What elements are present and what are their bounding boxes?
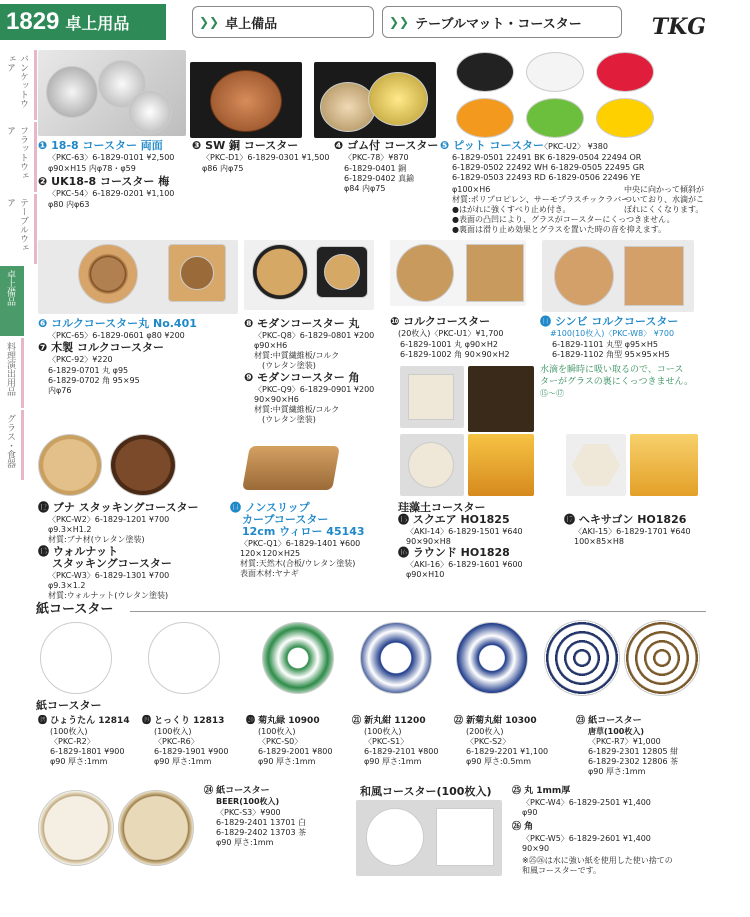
item-note: ⑮〜⑰	[540, 389, 564, 398]
item-code: 6-1829-1901 ¥900	[154, 747, 229, 756]
item-code: 〈PKC-R2〉	[50, 737, 95, 746]
product-photo-whisky	[468, 366, 534, 432]
item-code: 6-1829-0502 22492 WH 6-1829-0505 22495 GR	[452, 163, 645, 172]
double-chevron-icon: ❯❯	[199, 15, 220, 29]
item-title: ❷ UK18-8 コースター 梅	[38, 175, 170, 188]
product-photo-copper	[190, 62, 302, 138]
item-code: 〈PKC-Q9〉6-1829-0901 ¥200	[254, 385, 375, 394]
item-code: 6-1829-2001 ¥800	[258, 747, 333, 756]
subsection-tab: ❯❯ テーブルマット・コースター	[382, 6, 622, 38]
item-size: 120×120×H25	[240, 549, 301, 558]
item-qty: (200枚入)	[466, 727, 504, 736]
item-note: ※㉕㉖は水に強い紙を使用した使い捨ての	[522, 856, 673, 865]
item-code: 6-1829-0401 銅	[344, 164, 407, 173]
item-size: φ90 厚さ:1mm	[50, 757, 108, 766]
item-size: φ90 厚さ:1mm	[216, 838, 274, 847]
item-title: ❹ ゴム付 コースター	[334, 139, 439, 152]
item-size: φ9.3×H1.2	[48, 525, 92, 534]
coaster-karakusa-navy	[544, 620, 620, 696]
item-title: ㉑ 新丸紺 11200	[352, 716, 426, 726]
product-photo-curve	[236, 436, 348, 502]
item-title: 12cm ウィロー 45143	[242, 525, 365, 538]
item-material: 材質:天然木(合板/ウレタン塗装)	[240, 559, 356, 568]
item-title: ⓯ スクエア HO1825	[398, 513, 510, 526]
coaster-beer-brown	[118, 790, 194, 866]
item-qty: (100枚入)	[50, 727, 88, 736]
item-title: ⓴ 菊丸緑 10900	[246, 716, 320, 726]
item-code: 〈PKC-W3〉6-1829-1301 ¥700	[48, 571, 170, 580]
item-size: φ9.3×1.2	[48, 581, 86, 590]
item-note: ●裏面は滑り止め効果とグラスを置いた時の音を抑えます。	[452, 225, 667, 234]
item-code: 6-1829-1801 ¥900	[50, 747, 125, 756]
page-number: 1829	[6, 8, 60, 35]
item-code: 6-1829-2101 ¥800	[364, 747, 439, 756]
side-tab[interactable]: バンケットウェア	[0, 50, 37, 120]
item-size: 内φ76	[48, 386, 72, 395]
item-size: 90×90×H6	[254, 395, 299, 404]
item-title: ❽ モダンコースター 丸	[244, 317, 360, 330]
item-code: 〈PKC-54〉6-1829-0201 ¥1,100	[48, 189, 175, 198]
side-tab-active[interactable]: 卓上備品	[0, 266, 24, 336]
item-title: ⓬ ブナ スタッキングコースター	[38, 501, 199, 514]
product-photo-wafu	[356, 800, 502, 876]
header	[0, 0, 750, 42]
item-size: φ80 内φ63	[48, 200, 90, 209]
item-title: ⓲ ひょうたん 12814	[38, 716, 130, 726]
item-title: ❶ 18-8 コースター 両面	[38, 139, 163, 152]
item-code: 〈PKC-S3〉¥900	[216, 808, 281, 817]
item-code: 6-1829-0702 角 95×95	[48, 376, 140, 385]
section-subtitle: 和風コースター(100枚入)	[360, 785, 492, 798]
item-code: 6-1829-1002 角 90×90×H2	[400, 350, 510, 359]
item-title: ❼ 木製 コルクコースター	[38, 341, 164, 354]
item-title: ㉓ 紙コースター	[576, 716, 642, 726]
item-code: 6-1829-0402 真鍮	[344, 174, 415, 183]
item-code: 〈PKC-S0〉	[258, 737, 303, 746]
coaster-kiku-green	[262, 622, 334, 694]
item-code: 6-1829-1101 丸型 φ95×H5	[552, 340, 658, 349]
category-title: 卓上用品	[65, 13, 130, 33]
item-code: 〈PKC-S1〉	[364, 737, 409, 746]
item-code: 6-1829-0501 22491 BK 6-1829-0504 22494 OR	[452, 153, 642, 162]
item-title: ⓳ とっくり 12813	[142, 716, 225, 726]
double-chevron-icon: ❯❯	[389, 15, 410, 29]
product-photo-pit	[444, 48, 698, 140]
item-title: ⓰ ラウンド HO1828	[398, 546, 510, 559]
item-material: 材質:中質繊維板/コルク	[254, 351, 340, 360]
product-photo-beech	[36, 432, 106, 498]
item-size: φ90 厚さ:1mm	[588, 767, 646, 776]
item-qty: (100枚入)	[258, 727, 296, 736]
item-size: φ90×H6	[254, 341, 288, 350]
item-code: 〈PKC-78〉¥870	[344, 153, 409, 162]
product-photo-walnut	[108, 432, 180, 498]
item-code: 6-1829-2401 13701 白	[216, 818, 307, 827]
item-code: 〈PKC-S2〉	[466, 737, 511, 746]
item-code: 〈PKC-65〉6-1829-0601 φ80 ¥200	[48, 331, 185, 340]
item-title: ❸ SW 銅 コースター	[192, 139, 299, 152]
item-size: φ100×H6	[452, 185, 491, 194]
item-title: ㉒ 新菊丸紺 10300	[454, 716, 537, 726]
product-photo-diatomite-square	[400, 366, 464, 428]
item-note: ついており、水滴がこ	[624, 195, 704, 204]
item-code: 6-1829-1001 丸 φ90×H2	[400, 340, 498, 349]
item-code: 〈PKC-D1〉6-1829-0301 ¥1,500	[202, 153, 330, 162]
product-photo-shinbi	[542, 240, 694, 312]
item-qty: (100枚入)	[154, 727, 192, 736]
item-qty: BEER(100枚入)	[216, 797, 280, 806]
item-size: φ90×H15 内φ78・φ59	[48, 164, 136, 173]
product-photo-cork	[390, 240, 526, 306]
item-title: カーブコースター	[242, 513, 329, 526]
item-code: 〈PKC-R7〉¥1,000	[588, 737, 661, 746]
item-title: ⓮ ノンスリップ	[230, 501, 310, 514]
item-size: φ86 内φ75	[202, 164, 244, 173]
item-code: 6-1829-2201 ¥1,100	[466, 747, 549, 756]
item-note: ●表面の凸凹により、グラスがコースターにくっつきません。	[452, 215, 675, 224]
item-note: 水滴を瞬時に吸い取るので、コース	[540, 365, 684, 375]
item-title: ❻ コルクコースター丸 No.401	[38, 317, 197, 330]
coaster-beer-white	[38, 790, 114, 866]
item-code: 〈PKC-W4〉6-1829-2501 ¥1,400	[522, 798, 651, 807]
item-size: 90×90×H8	[406, 537, 451, 546]
page-header-badge	[0, 4, 166, 40]
item-note: ●はがれに強くすべり止め付き。	[452, 205, 571, 214]
item-title: ㉕ 丸 1mm厚	[512, 786, 571, 796]
product-photo-modern	[244, 240, 374, 310]
coaster-shinkiku-navy	[456, 622, 528, 694]
item-code: (20枚入)〈PKC-U1〉¥1,700	[398, 329, 504, 338]
item-material: 材質:ポリプロピレン、サーモプラスチックラバー	[452, 195, 630, 204]
item-title: ⓫ シンビ コルクコースター	[540, 315, 679, 328]
item-price: 〈PKC-U2〉 ¥380	[540, 142, 608, 151]
item-title: ㉖ 角	[512, 822, 534, 832]
item-title: ⓭ ウォルナット	[38, 545, 119, 558]
item-title: ⓱ ヘキサゴン HO1826	[564, 513, 687, 526]
item-code: 〈PKC-92〉¥220	[48, 355, 113, 364]
product-photo-rubber	[314, 62, 436, 138]
item-code: 〈PKC-R6〉	[154, 737, 199, 746]
product-photo-diatomite-round	[400, 434, 464, 496]
section-tab: ❯❯ 卓上備品	[192, 6, 374, 38]
item-size: φ90 厚さ:1mm	[364, 757, 422, 766]
item-code: 〈AKI-14〉6-1829-1501 ¥640	[406, 527, 523, 536]
item-material: 材質:ブナ材(ウレタン塗装)	[48, 535, 145, 544]
item-material: (ウレタン塗装)	[262, 361, 316, 370]
item-material: 表面木材:ヤナギ	[240, 569, 299, 578]
coaster-karakusa-brown	[624, 620, 700, 696]
item-size: φ90 厚さ:1mm	[258, 757, 316, 766]
item-code: 〈AKI-16〉6-1829-1601 ¥600	[406, 560, 523, 569]
coaster-tokkuri	[148, 622, 220, 694]
coaster-shin-navy	[360, 622, 432, 694]
item-note: 中央に向かって傾斜が	[624, 185, 704, 194]
item-code: 6-1829-1102 角型 95×95×H5	[552, 350, 670, 359]
item-code: 〈PKC-Q8〉6-1829-0801 ¥200	[254, 331, 375, 340]
side-tab[interactable]: 料理演出用品	[0, 338, 24, 408]
item-code: 〈PKC-Q1〉6-1829-1401 ¥600	[240, 539, 361, 548]
item-note: ターがグラスの裏にくっつきません。	[540, 377, 694, 387]
item-code: 〈PKC-W2〉6-1829-1201 ¥700	[48, 515, 170, 524]
item-size: φ90 厚さ:0.5mm	[466, 757, 532, 766]
item-size: φ90	[522, 808, 538, 817]
item-qty: (100枚入)	[364, 727, 402, 736]
section-title: 紙コースター	[36, 602, 114, 617]
item-size: φ84 内φ75	[344, 184, 386, 193]
item-qty: 唐草(100枚入)	[588, 727, 645, 736]
item-code: 6-1829-2402 13703 茶	[216, 828, 307, 837]
item-size: 90×90	[522, 844, 550, 853]
item-title: スタッキングコースター	[52, 557, 172, 570]
side-tab[interactable]: グラス・食器	[0, 410, 24, 480]
item-code: #100(10枚入)〈PKC-W8〉 ¥700	[550, 329, 675, 338]
item-code: 〈AKI-15〉6-1829-1701 ¥640	[574, 527, 691, 536]
item-title: ㉔ 紙コースター	[204, 786, 270, 796]
item-code: 〈PKC-63〉6-1829-0101 ¥2,500	[48, 153, 175, 162]
side-tab[interactable]: フラットウェア	[0, 122, 37, 192]
item-code: 〈PKC-W5〉6-1829-2601 ¥1,400	[522, 834, 651, 843]
product-photo-stainless	[38, 50, 186, 136]
side-index	[0, 50, 26, 482]
item-note: ぼれにくくなります。	[624, 205, 704, 214]
product-photo-beer	[468, 434, 534, 496]
product-photo-cork-wood	[38, 240, 238, 314]
item-code: 6-1829-0701 丸 φ95	[48, 366, 129, 375]
item-size: 100×85×H8	[574, 537, 624, 546]
item-material: (ウレタン塗装)	[262, 415, 316, 424]
item-size: φ90×H10	[406, 570, 445, 579]
divider	[130, 611, 706, 612]
product-photo-diatomite-hex	[566, 434, 626, 496]
section-subtitle: 紙コースター	[36, 699, 102, 712]
coaster-hyoutan	[40, 622, 112, 694]
item-title: ❺ ピット コースター	[440, 139, 544, 152]
item-title: ❾ モダンコースター 角	[244, 371, 360, 384]
item-code: 6-1829-0503 22493 RD 6-1829-0506 22496 YE	[452, 173, 641, 182]
item-material: 材質:中質繊維板/コルク	[254, 405, 340, 414]
item-title: ❿ コルクコースター	[390, 315, 491, 328]
item-size: φ90 厚さ:1mm	[154, 757, 212, 766]
item-code: 6-1829-2301 12805 紺	[588, 747, 679, 756]
side-tab[interactable]: テーブルウェア	[0, 194, 37, 264]
product-photo-beer-2	[630, 434, 698, 496]
item-note: 和風コースターです。	[522, 866, 601, 875]
item-title: 珪藻土コースター	[398, 501, 486, 514]
item-material: 材質:ウォルナット(ウレタン塗装)	[48, 591, 169, 600]
brand-logo: TKG	[651, 14, 706, 40]
item-code: 6-1829-2302 12806 茶	[588, 757, 679, 766]
